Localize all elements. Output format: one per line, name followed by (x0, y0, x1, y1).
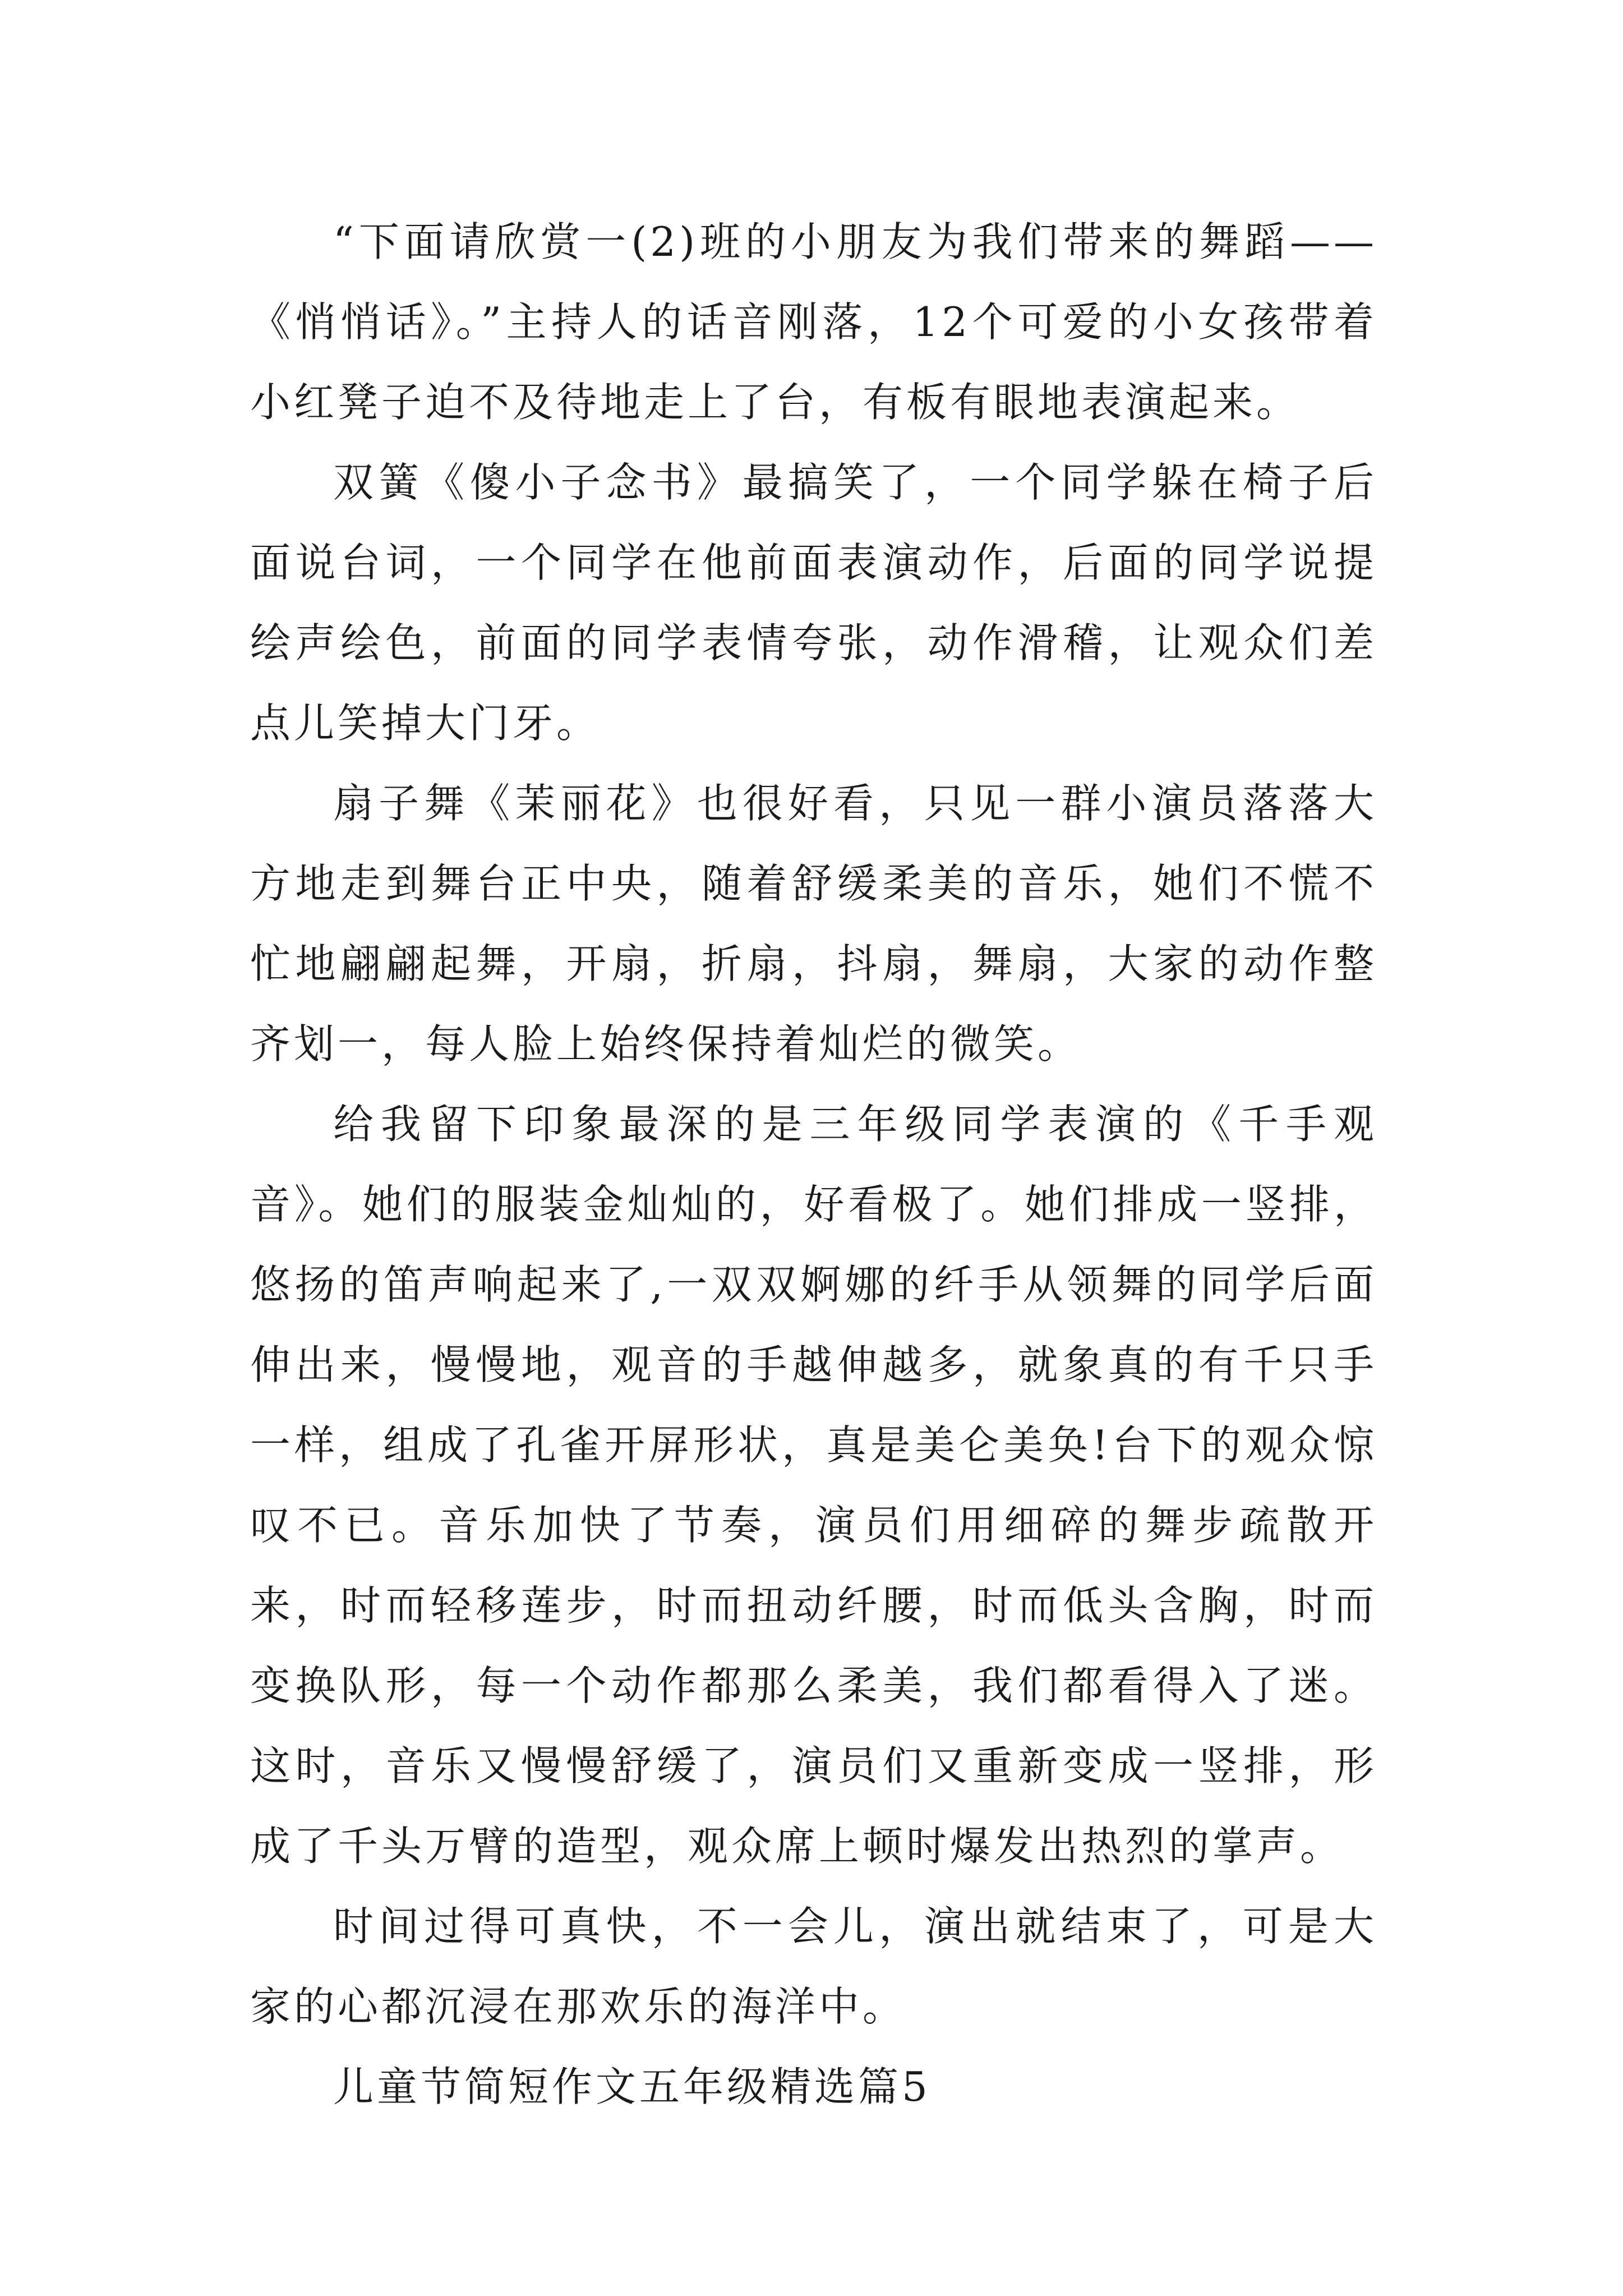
paragraph-fan-dance: 扇子舞《茉丽花》也很好看，只见一群小演员落落大方地走到舞台正中央，随着舒缓柔美的音乐，她们不慌不忙地翩翩起舞，开扇，折扇，抖扇，舞扇，大家的动作整齐划一，每人脸上始终保持着灿烂的微笑。 (250, 780, 1377, 1068)
document-body (250, 202, 1377, 2127)
paragraph-double-act: 双簧《傻小子念书》最搞笑了，一个同学躲在椅子后面说台词，一个同学在他前面表演动作，后面的同学说提绘声绘色，前面的同学表情夸张，动作滑稽，让观众们差点儿笑掉大门牙。 (250, 459, 1377, 747)
paragraph-thousand-hand: 给我留下印象最深的是三年级同学表演的《千手观音》。她们的服装金灿灿的，好看极了。她们排成一竖排，悠扬的笛声响起来了,一双双婀娜的纤手从领舞的同学后面伸出来，慢慢地，观音的手越伸越多，就象真的有千只手一样，组成了孔雀开屏形状，真是美仑美奂!台下的观众惊叹不已。音乐加快了节奏，演员们用细碎的舞步疏散开来，时而轻移莲步，时而扭动纤腰，时而低头含胸，时而变换队形，每一个动作都那么柔美，我们都看得入了迷。这时，音乐又慢慢舒缓了，演员们又重新变成一竖排，形成了千头万臂的造型，观众席上顿时爆发出热烈的掌声。 (250, 1101, 1377, 1870)
paragraph-conclusion: 时间过得可真快，不一会儿，演出就结束了，可是大家的心都沉浸在那欢乐的海洋中。 (250, 1903, 1377, 2030)
paragraph-performance-intro: “下面请欣赏一(2)班的小朋友为我们带来的舞蹈——《悄悄话》。”主持人的话音刚落，12个可爱的小女孩带着小红凳子迫不及待地走上了台，有板有眼地表演起来。 (250, 218, 1377, 426)
section-heading: 儿童节简短作文五年级精选篇5 (333, 2063, 931, 2110)
